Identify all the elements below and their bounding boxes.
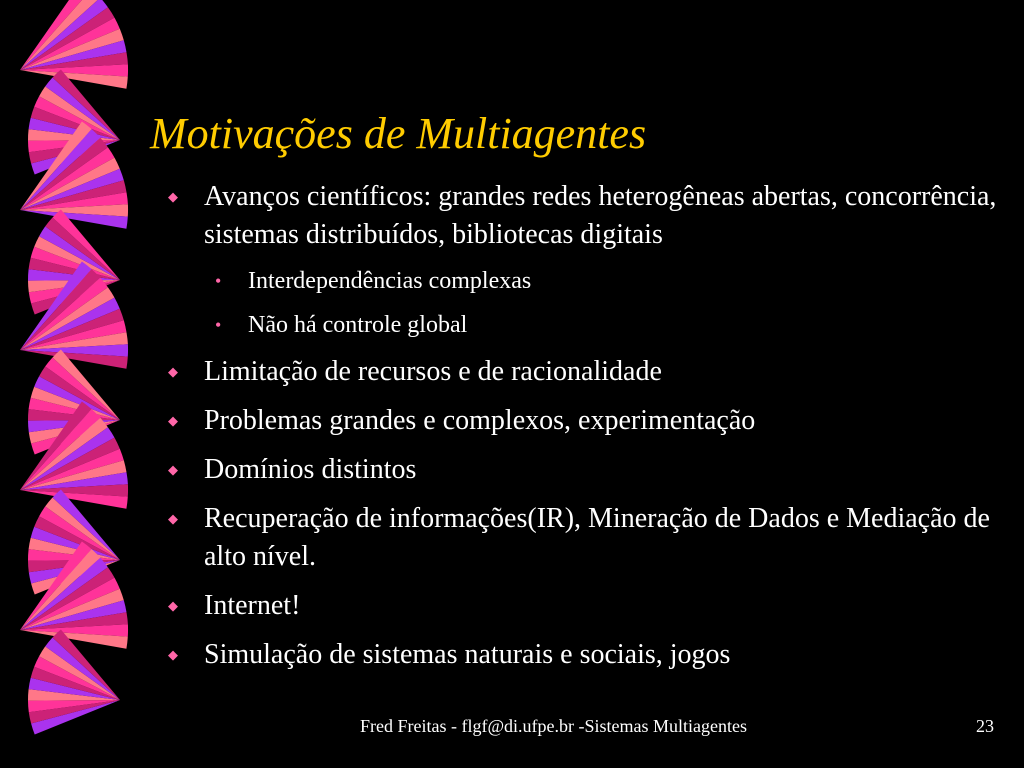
fan-ribbon-decoration [0,0,140,768]
sub-bullet-text: Interdependências complexas [248,268,532,294]
slide-title: Motivações de Multiagentes [150,109,647,158]
sub-bullet-item [160,265,1005,297]
diamond-bullet-icon: ◆ [168,462,178,477]
bullet-item [160,451,1005,489]
dot-bullet-icon: • [215,315,222,335]
diamond-bullet-icon: ◆ [168,364,178,379]
footer-author: Fred Freitas - flgf@di.ufpe.br -Sistemas Multiagentes [360,716,747,736]
sub-bullet-text: Não há controle global [248,312,468,338]
bullet-text: Internet! [204,590,301,621]
diamond-bullet-icon: ◆ [168,647,178,662]
diamond-bullet-icon: ◆ [168,511,178,526]
page-number: 23 [976,716,994,736]
bullet-item [160,402,1005,440]
bullet-item [160,178,1005,254]
bullet-item [160,500,1005,576]
diamond-bullet-icon: ◆ [168,413,178,428]
bullet-list [160,178,1005,685]
bullet-item [160,353,1005,391]
dot-bullet-icon: • [215,271,222,291]
bullet-item [160,587,1005,625]
bullet-text: Domínios distintos [204,454,417,485]
bullet-item [160,636,1005,674]
bullet-text: Avanços científicos: grandes redes heterogêneas abertas, concorrência, sistemas distribuídos, bibliotecas digitais [204,181,997,250]
diamond-bullet-icon: ◆ [168,598,178,613]
bullet-text: Simulação de sistemas naturais e sociais, jogos [204,639,731,670]
sub-bullet-item [160,309,1005,341]
bullet-text: Limitação de recursos e de racionalidade [204,356,662,387]
diamond-bullet-icon: ◆ [168,189,178,204]
bullet-text: Problemas grandes e complexos, experimentação [204,405,756,436]
bullet-text: Recuperação de informações(IR), Mineração de Dados e Mediação de alto nível. [204,503,990,572]
